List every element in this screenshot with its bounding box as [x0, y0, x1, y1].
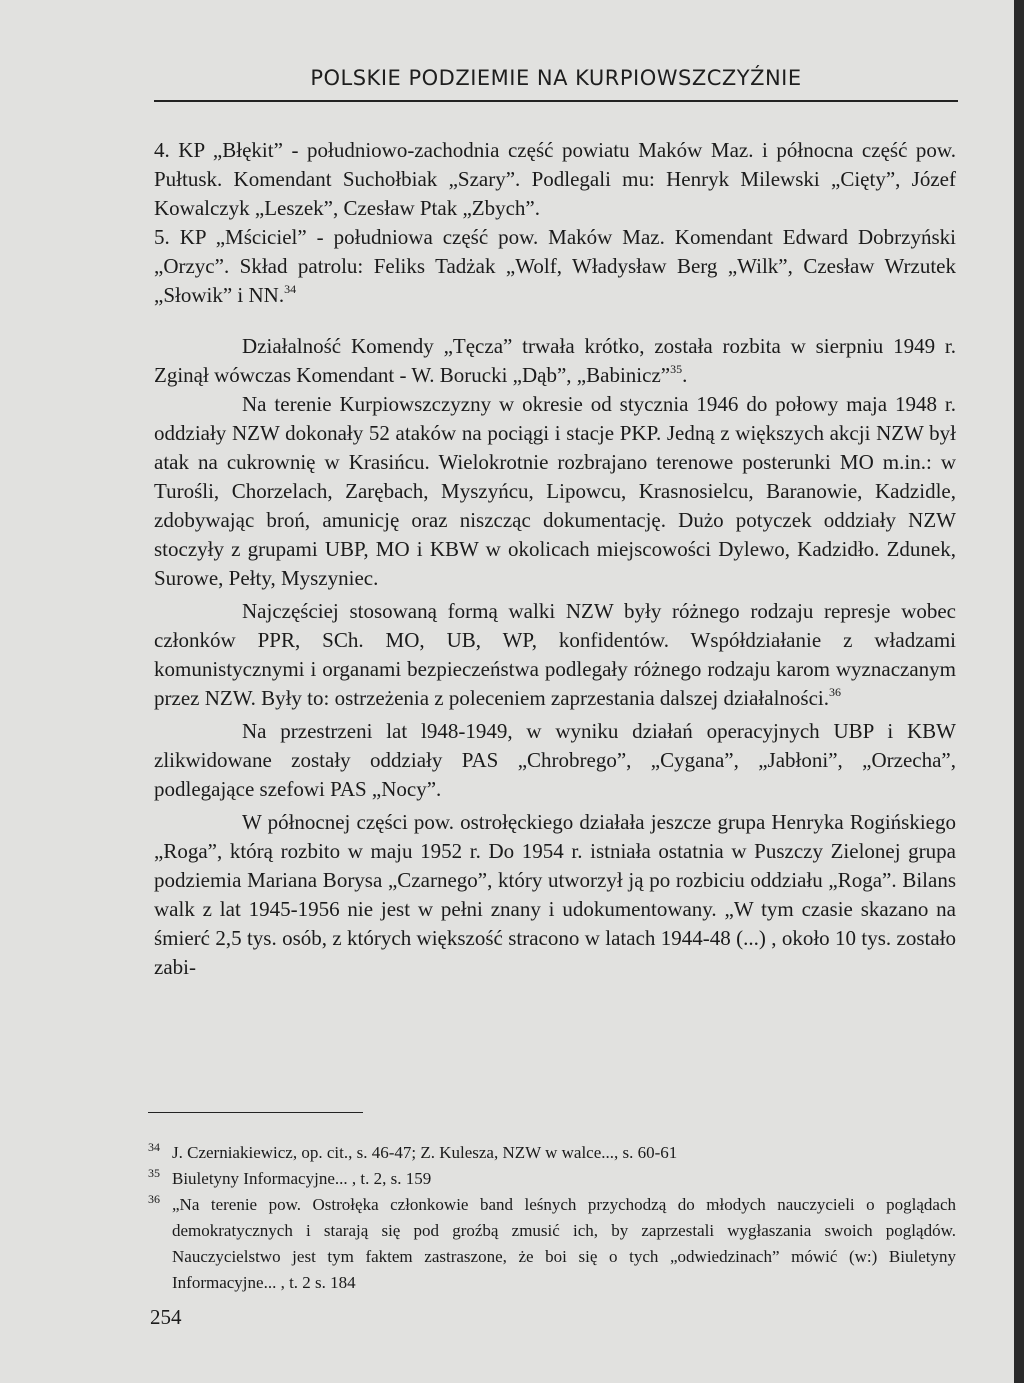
footnote-rule [148, 1112, 363, 1113]
paragraph-attacks: Na terenie Kurpiowszczyzny w okresie od stycznia 1946 do połowy maja 1948 r. oddziały NZW dokonały 52 ataków na pociągi i stacje PKP. Jedną z większych akcji NZW był atak na cukrownię w Krasińcu. Wielokrotnie rozbrajano terenowe posterunki MO m.in.: w Turośli, Chorzelach, Zarębach, Myszyńcu, Lipowcu, Krasnosielcu, Baranowie, Kadzidle, zdobywając broń, amunicję oraz niszcząc dokumentację. Dużo potyczek oddziały NZW stoczyły z grupami UBP, MO i KBW w okolicach miejscowości Dylewo, Kadzidło. Zdunek, Surowe, Pełty, Myszyniec. [154, 392, 956, 590]
footnote-number: 36 [148, 1192, 160, 1206]
footnote-35: 35 Biuletyny Informacyjne... , t. 2, s. 159 [148, 1166, 956, 1192]
paragraph-repressions: Najczęściej stosowaną formą walki NZW były różnego rodzaju represje wobec członków PPR, SCh. MO, UB, WP, konfidentów. Współdziałanie z władzami komunistycznymi i organami bezpieczeństwa podlegały różnego rodzaju karom wyznaczanym przez NZW. Były to: ostrzeżenia z poleceniem zaprzestania dalszej działalności.$^{36}$ [154, 599, 956, 710]
list-item-4: 4. KP „Błękit” - południowo-zachodnia część powiatu Maków Maz. i północna część pow. Pułtusk. Komendant Suchołbiak „Szary”. Podlegali mu: Henryk Milewski „Cięty”, Józef Kowalczyk „Leszek”, Czesław Ptak „Zbych”. [154, 138, 956, 220]
paragraph-tecza: Działalność Komendy „Tęcza” trwała krótko, została rozbita w sierpniu 1949 r. Zginął wówczas Komendant - W. Borucki „Dąb”, „Babinicz”$^{35}$. [154, 334, 956, 387]
running-head: POLSKIE PODZIEMIE NA KURPIOWSZCZYŹNIE [310, 66, 802, 90]
footnote-ref-35[interactable]: 35 [670, 362, 683, 376]
page-number: 254 [150, 1305, 182, 1329]
footnote-34: 34 J. Czerniakiewicz, op. cit., s. 46-47; Z. Kulesza, NZW w walce..., s. 60-61 [148, 1140, 956, 1166]
list-item-5: 5. KP „Mściciel” - południowa część pow. Maków Maz. Komendant Edward Dobrzyński „Orzyc”. Skład patrolu: Feliks Tadżak „Wolf, Władysław Berg „Wilk”, Czesław Wrzutek „Słowik” i NN.$^{34}$ [154, 225, 956, 307]
footnote-36: 36 „Na terenie pow. Ostrołęka członkowie band leśnych przychodzą do młodych nauczycieli o poglądach demokratycznych i starają się pod groźbą zmusić ich, by zaprzestali wygłaszania swoich poglądów. Nauczycielstwo jest tym faktem zastraszone, że boi się o tych „odwiedzinach” mówić (w:) Biuletyny Informacyjne... , t. 2 s. 184 [148, 1192, 956, 1296]
body-text [154, 136, 956, 982]
footnote-number: 35 [148, 1166, 160, 1180]
paragraph-north: W północnej części pow. ostrołęckiego działała jeszcze grupa Henryka Rogińskiego „Roga”, którą rozbito w maju 1952 r. Do 1954 r. istniała ostatnia w Puszczy Zielonej grupa podziemia Mariana Borysa „Czarnego”, który utworzył ją po rozbiciu oddziału „Roga”. Bilans walk z lat 1945-1956 nie jest w pełni znany i udokumentowany. „W tym czasie skazano na śmierć 2,5 tys. osób, z których większość stracono w latach 1944-48 (...) , około 10 tys. zostało zabi- [154, 810, 956, 979]
header-rule [154, 100, 958, 102]
paragraph-pas-units: Na przestrzeni lat l948-1949, w wyniku działań operacyjnych UBP i KBW zlikwidowane zostały oddziały PAS „Chrobrego”, „Cygana”, „Jabłoni”, „Orzecha”, podlegające szefowi PAS „Nocy”. [154, 719, 956, 801]
footnote-number: 34 [148, 1140, 160, 1154]
page-edge-shadow [1014, 0, 1024, 1383]
footnote-ref-34[interactable]: 34 [284, 282, 297, 296]
footnotes [148, 1140, 956, 1296]
footnote-ref-36[interactable]: 36 [829, 685, 842, 699]
